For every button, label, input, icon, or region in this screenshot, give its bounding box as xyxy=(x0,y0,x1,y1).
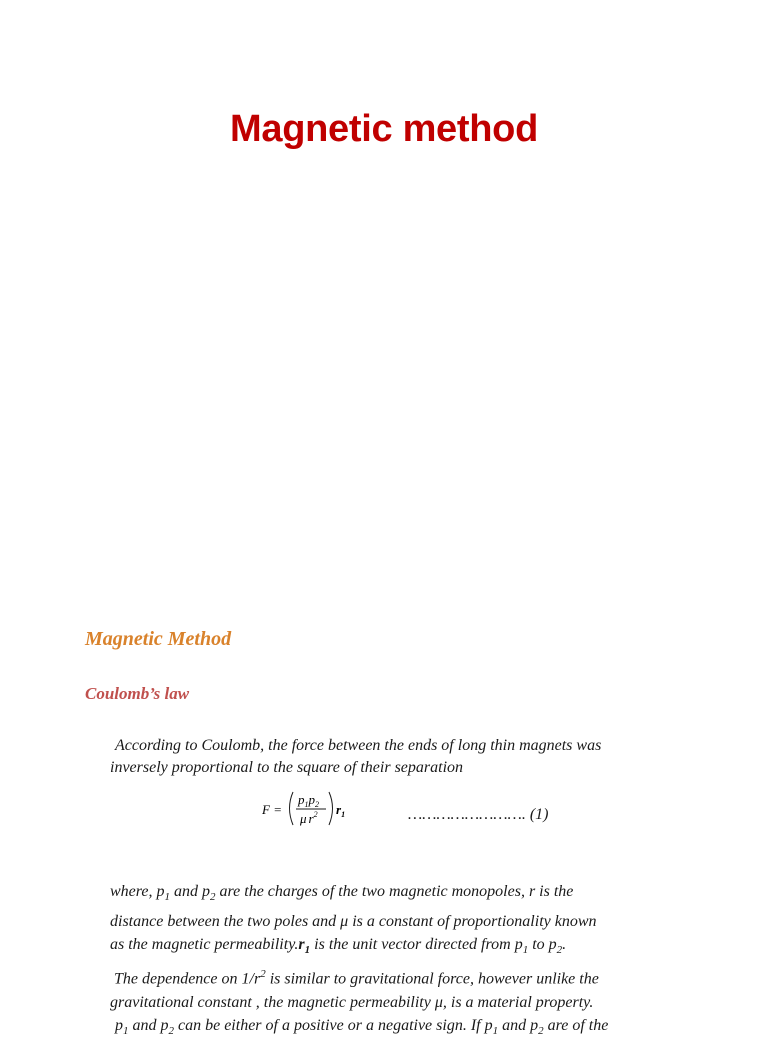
equation-denominator: μ $r^2$ xyxy=(300,810,318,826)
text-line: distance between the two poles and μ is a constant of proportionality known xyxy=(110,912,597,930)
equation-lhs: F = xyxy=(262,802,282,817)
text-line: gravitational constant , the magnetic permeability μ, is a material property. xyxy=(110,993,594,1011)
unit-vector: $r_1$ xyxy=(336,802,346,819)
intro-line-1: According to Coulomb, the force between the ends of long thin magnets was xyxy=(115,737,602,754)
text-line: $p_1$ and $p_2$ can be either of a positive or a negative sign. If $p_1$ and $p_2$ are of the xyxy=(115,1017,609,1038)
equation-graphic xyxy=(262,787,372,835)
equation-numerator: $p_1p_2$ xyxy=(298,792,319,809)
section-subheading: Coulomb’s law xyxy=(85,684,190,703)
intro-line-2: inversely proportional to the square of their separation xyxy=(110,759,464,776)
coulomb-equation xyxy=(262,787,372,835)
text-line: The dependence on $1/r^2$ is similar to gravitational force, however unlike the xyxy=(114,967,599,988)
section-heading: Magnetic Method xyxy=(85,628,232,650)
body-text xyxy=(110,880,730,1044)
right-paren xyxy=(329,792,333,825)
page-title: Magnetic method xyxy=(230,108,538,150)
equation-label: ……………………. (1) xyxy=(408,806,549,823)
intro-paragraph xyxy=(110,735,710,779)
text-line: where, $p_1$ and $p_2$ are the charges of the two magnetic monopoles, r is the xyxy=(110,883,574,904)
left-paren xyxy=(290,792,294,825)
text-line: as the magnetic $permeability.r_1$ is the unit vector directed from $p_1$ to $p_2$. xyxy=(110,936,567,957)
